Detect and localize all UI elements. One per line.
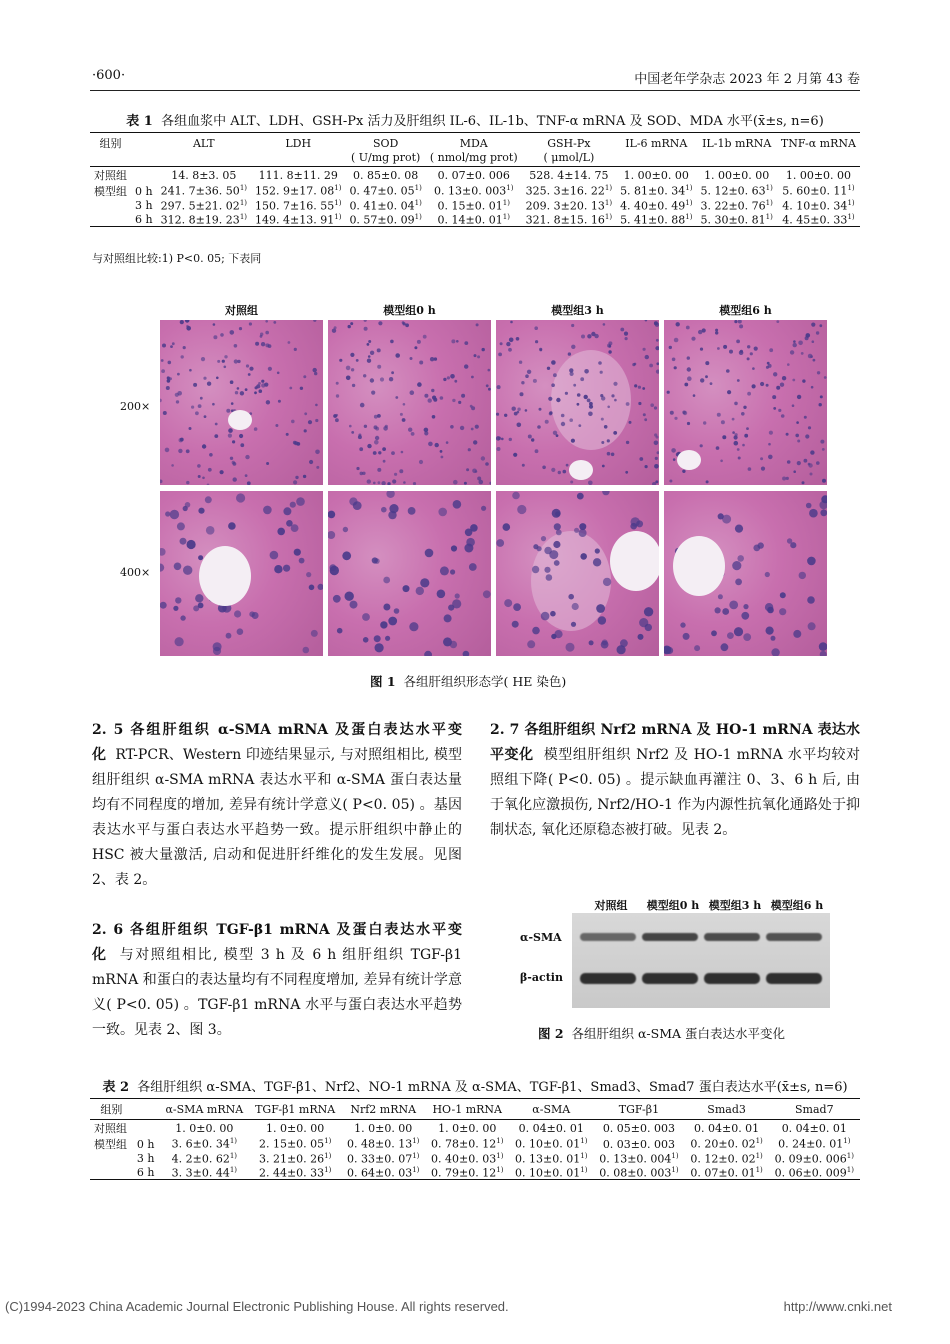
- table-cell: 1. 0±0. 00: [266, 1121, 325, 1135]
- table-cell: 4. 10±0. 34$^{1)}$: [782, 199, 855, 213]
- table-row: [90, 1152, 860, 1166]
- table-cell: 0. 85±0. 08: [353, 168, 419, 182]
- table1-header: GSH-Px: [522, 133, 616, 152]
- table1-header-unit: [616, 151, 696, 167]
- table-cell: 297. 5±21. 02$^{1)}$: [160, 199, 247, 213]
- blot-lane-label: 模型组0 h: [646, 899, 700, 912]
- page-number: ·600·: [92, 68, 126, 83]
- table-row: [90, 1120, 860, 1137]
- table-cell: 0. 03±0. 003: [602, 1137, 676, 1151]
- blot-band-label: α-SMA: [520, 931, 562, 944]
- table-cell: 0. 10±0. 01$^{1)}$: [509, 1166, 593, 1180]
- table-cell: 5. 41±0. 88$^{1)}$: [616, 213, 696, 227]
- blot-band: [580, 973, 636, 984]
- row-time: [131, 167, 157, 184]
- table-cell: 0. 04±0. 01: [518, 1121, 584, 1135]
- row-group: [90, 199, 131, 213]
- table-row: [90, 183, 860, 199]
- table1-header-unit: [157, 151, 251, 167]
- table-cell: 1. 00±0. 00: [785, 168, 852, 182]
- table-cell: 5. 60±0. 11$^{1)}$: [782, 184, 855, 198]
- table-row: [90, 199, 860, 213]
- table1-caption: 表 1 各组血浆中 ALT、LDH、GSH-Px 活力及肝组织 IL-6、IL-1b、TNF-α mRNA 及 SOD、MDA 水平(x̄±s, n=6): [126, 114, 824, 129]
- blot-band: [642, 933, 698, 941]
- blot-band: [642, 973, 698, 984]
- table-cell: 5. 12±0. 63$^{1)}$: [700, 184, 773, 198]
- blot-lane-label: 模型组6 h: [770, 899, 824, 912]
- table-cell: 3. 22±0. 76$^{1)}$: [700, 199, 773, 213]
- table2-header: α-SMA mRNA: [160, 1099, 250, 1120]
- table2-header: Smad3: [685, 1099, 769, 1120]
- table-cell: 4. 45±0. 33$^{1)}$: [777, 213, 860, 227]
- table-cell: 150. 7±16. 55$^{1)}$: [255, 199, 342, 213]
- histology-panel: [664, 491, 827, 656]
- table1-header: [131, 133, 157, 152]
- table2-header: Nrf2 mRNA: [341, 1099, 425, 1120]
- blot-band: [580, 933, 636, 941]
- header-rule: [90, 90, 860, 91]
- table1-header: 组别: [90, 133, 131, 152]
- table-cell: 241. 7±36. 50$^{1)}$: [160, 184, 247, 198]
- table-cell: 3. 3±0. 44$^{1)}$: [160, 1166, 250, 1180]
- row-group: [90, 1152, 133, 1166]
- table-cell: 0. 40±0. 03$^{1)}$: [431, 1152, 504, 1166]
- table2-header: 组别: [90, 1099, 133, 1120]
- table1-header-unit: ( U/mg prot): [345, 151, 425, 167]
- table1: [90, 132, 860, 227]
- magnification-label: 200×: [120, 400, 151, 413]
- table-row: [90, 167, 860, 184]
- table-cell: 0. 78±0. 12$^{1)}$: [431, 1137, 504, 1151]
- table-cell: 152. 9±17. 08$^{1)}$: [255, 184, 342, 198]
- table-cell: 0. 05±0. 003: [602, 1121, 676, 1135]
- table-cell: 149. 4±13. 91$^{1)}$: [251, 213, 345, 227]
- table-cell: 0. 24±0. 01$^{1)}$: [778, 1137, 851, 1151]
- histology-panel: [328, 491, 491, 656]
- table-row: [90, 213, 860, 227]
- footer-url: http://www.cnki.net: [783, 1299, 892, 1314]
- table-cell: 0. 15±0. 01$^{1)}$: [437, 199, 510, 213]
- row-group: 模型组: [94, 1138, 127, 1151]
- table-cell: 1. 00±0. 00: [704, 168, 770, 182]
- table1-header: IL-6 mRNA: [616, 133, 696, 152]
- figure1-column-label: 模型组6 h: [719, 304, 772, 317]
- table-cell: 14. 8±3. 05: [171, 168, 237, 182]
- figure1-he-staining: [160, 300, 835, 660]
- table-cell: 0. 04±0. 01: [693, 1121, 760, 1135]
- blot-band: [766, 933, 822, 941]
- table-cell: 0. 13±0. 003$^{1)}$: [434, 184, 514, 198]
- magnification-label: 400×: [120, 566, 151, 579]
- table-cell: 0. 07±0. 01$^{1)}$: [685, 1166, 769, 1180]
- histology-panel: [328, 320, 491, 485]
- table-cell: 0. 41±0. 04$^{1)}$: [349, 199, 422, 213]
- table-cell: 0. 08±0. 003$^{1)}$: [593, 1166, 684, 1180]
- table1-header: ALT: [157, 133, 251, 152]
- table1-header-unit: ( μmol/L): [522, 151, 616, 167]
- table-cell: 209. 3±20. 13$^{1)}$: [525, 199, 613, 213]
- row-time: 3 h: [136, 1152, 155, 1166]
- table2-header: [133, 1099, 160, 1120]
- blot-band: [704, 973, 760, 984]
- blot-lane-label: 模型组3 h: [708, 899, 762, 912]
- table-cell: 325. 3±16. 22$^{1)}$: [525, 184, 613, 198]
- table2-header: TGF-β1 mRNA: [249, 1099, 341, 1120]
- table-cell: 2. 44±0. 33$^{1)}$: [249, 1166, 341, 1180]
- table-cell: 0. 47±0. 05$^{1)}$: [349, 184, 422, 198]
- table-cell: 0. 06±0. 009$^{1)}$: [769, 1166, 860, 1180]
- table1-header: TNF-α mRNA: [777, 133, 860, 152]
- row-time: 0 h: [136, 1137, 155, 1151]
- table1-header-unit: [131, 151, 157, 167]
- row-time: [133, 1120, 160, 1137]
- table-cell: 5. 81±0. 34$^{1)}$: [620, 184, 693, 198]
- table-cell: 111. 8±11. 29: [258, 168, 338, 182]
- table-cell: 0. 07±0. 006: [437, 168, 510, 182]
- table1-header: MDA: [426, 133, 522, 152]
- table1-header: SOD: [345, 133, 425, 152]
- table2-header: α-SMA: [509, 1099, 593, 1120]
- table-cell: 1. 0±0. 00: [175, 1121, 234, 1135]
- table-row: [90, 1166, 860, 1180]
- histology-panel: [496, 320, 659, 485]
- row-time: 0 h: [135, 184, 153, 198]
- table1-header-unit: [251, 151, 345, 167]
- table1-header-unit: [777, 151, 860, 167]
- table-cell: 1. 0±0. 00: [438, 1121, 497, 1135]
- row-group: 对照组: [94, 169, 127, 182]
- table-cell: 5. 30±0. 81$^{1)}$: [696, 213, 776, 227]
- section-2-5: 2. 5 各组肝组织 α-SMA mRNA 及蛋白表达水平变化 RT-PCR、Western 印迹结果显示, 与对照组相比, 模型组肝组织 α-SMA mRNA 表达水平和 α-SMA 蛋白表达量均有不同程度的增加, 差异有统计学意义( P<0. 05) 。基因表达水平与蛋白表达水平趋势一致。提示肝组织中静止的 HSC 被大量激活, 启动和促进肝纤维化的发生发展。见图 2、表 2。: [92, 722, 462, 888]
- histology-panel: [664, 320, 827, 485]
- table-cell: 0. 14±0. 01$^{1)}$: [426, 213, 522, 227]
- table1-header-unit: [696, 151, 776, 167]
- table-cell: 4. 40±0. 49$^{1)}$: [620, 199, 693, 213]
- table1-header: LDH: [251, 133, 345, 152]
- table-cell: 0. 48±0. 13$^{1)}$: [347, 1137, 420, 1151]
- section-2-6: 2. 6 各组肝组织 TGF-β1 mRNA 及蛋白表达水平变化 与对照组相比, 模型 3 h 及 6 h 组肝组织 TGF-β1 mRNA 和蛋白的表达量均有不同程度增加, 差异有统计学意义( P<0. 05) 。TGF-β1 mRNA 水平与蛋白表达水平趋势一致。见表 2、图 3。: [92, 922, 462, 1038]
- table-cell: 528. 4±14. 75: [529, 168, 609, 182]
- table-cell: 0. 10±0. 01$^{1)}$: [515, 1137, 588, 1151]
- blot-lane-label: 对照组: [594, 899, 628, 912]
- figure1-caption: 图 1 各组肝组织形态学( HE 染色): [370, 674, 567, 689]
- histology-panel: [160, 320, 323, 485]
- figure1-column-label: 模型组3 h: [551, 304, 604, 317]
- row-group: [90, 1166, 133, 1180]
- blot-membrane: [572, 913, 830, 1008]
- table-cell: 0. 33±0. 07$^{1)}$: [347, 1152, 420, 1166]
- table-row: [90, 1136, 860, 1152]
- row-group: 对照组: [94, 1122, 127, 1135]
- table1-note: 与对照组比较:1) P<0. 05; 下表同: [92, 252, 262, 265]
- blot-band: [704, 933, 760, 941]
- blot-band: [766, 973, 822, 984]
- table-cell: 3. 21±0. 26$^{1)}$: [258, 1152, 332, 1166]
- table-cell: 0. 79±0. 12$^{1)}$: [425, 1166, 509, 1180]
- table-cell: 0. 04±0. 01: [781, 1121, 847, 1135]
- table1-header-unit: [90, 151, 131, 167]
- table2-header: HO-1 mRNA: [425, 1099, 509, 1120]
- table2: [90, 1098, 860, 1180]
- table-cell: 1. 0±0. 00: [354, 1121, 413, 1135]
- table-cell: 0. 20±0. 02$^{1)}$: [690, 1137, 763, 1151]
- table-cell: 0. 12±0. 02$^{1)}$: [690, 1152, 763, 1166]
- figure2-western-blot: [520, 895, 840, 1010]
- table-cell: 4. 2±0. 62$^{1)}$: [171, 1152, 238, 1166]
- table-cell: 0. 13±0. 01$^{1)}$: [515, 1152, 588, 1166]
- table1-header: IL-1b mRNA: [696, 133, 776, 152]
- table-cell: 0. 64±0. 03$^{1)}$: [341, 1166, 425, 1180]
- row-group: [90, 213, 131, 227]
- table-cell: 0. 09±0. 006$^{1)}$: [774, 1152, 854, 1166]
- row-time: 6 h: [133, 1166, 160, 1180]
- row-time: 3 h: [135, 199, 153, 213]
- table-cell: 0. 57±0. 09$^{1)}$: [345, 213, 425, 227]
- copyright: (C)1994-2023 China Academic Journal Electronic Publishing House. All rights reserved.: [5, 1299, 509, 1314]
- table-cell: 312. 8±19. 23$^{1)}$: [157, 213, 251, 227]
- section-2-7: 2. 7 各组肝组织 Nrf2 mRNA 及 HO-1 mRNA 表达水平变化 模型组肝组织 Nrf2 及 HO-1 mRNA 水平均较对照组下降( P<0. 05) 。提示缺血再灌注 0、3、6 h 后, 由于氧化应激损伤, Nrf2/HO-1 作为内源性抗氧化通路处于抑制状态, 氧化还原稳态被打破。见表 2。: [490, 722, 861, 838]
- row-group: 模型组: [94, 185, 127, 198]
- table1-header-unit: ( nmol/mg prot): [426, 151, 522, 167]
- figure1-column-label: 对照组: [225, 304, 258, 317]
- figure2-caption: 图 2 各组肝组织 α-SMA 蛋白表达水平变化: [538, 1026, 786, 1041]
- table2-header: Smad7: [769, 1099, 860, 1120]
- table-cell: 321. 8±15. 16$^{1)}$: [522, 213, 616, 227]
- journal-header: 中国老年学杂志 2023 年 2 月第 43 卷: [634, 72, 860, 87]
- histology-panel: [496, 491, 659, 656]
- table-cell: 2. 15±0. 05$^{1)}$: [258, 1137, 332, 1151]
- table2-header: TGF-β1: [593, 1099, 684, 1120]
- table2-caption: 表 2 各组肝组织 α-SMA、TGF-β1、Nrf2、NO-1 mRNA 及 α-SMA、TGF-β1、Smad3、Smad7 蛋白表达水平(x̄±s, n=6): [102, 1080, 848, 1095]
- row-time: 6 h: [131, 213, 157, 227]
- histology-panel: [160, 491, 323, 656]
- table-cell: 1. 00±0. 00: [623, 168, 689, 182]
- table-cell: 3. 6±0. 34$^{1)}$: [171, 1137, 238, 1151]
- table-cell: 0. 13±0. 004$^{1)}$: [599, 1152, 679, 1166]
- blot-band-label: β-actin: [520, 971, 563, 984]
- figure1-column-label: 模型组0 h: [383, 304, 436, 317]
